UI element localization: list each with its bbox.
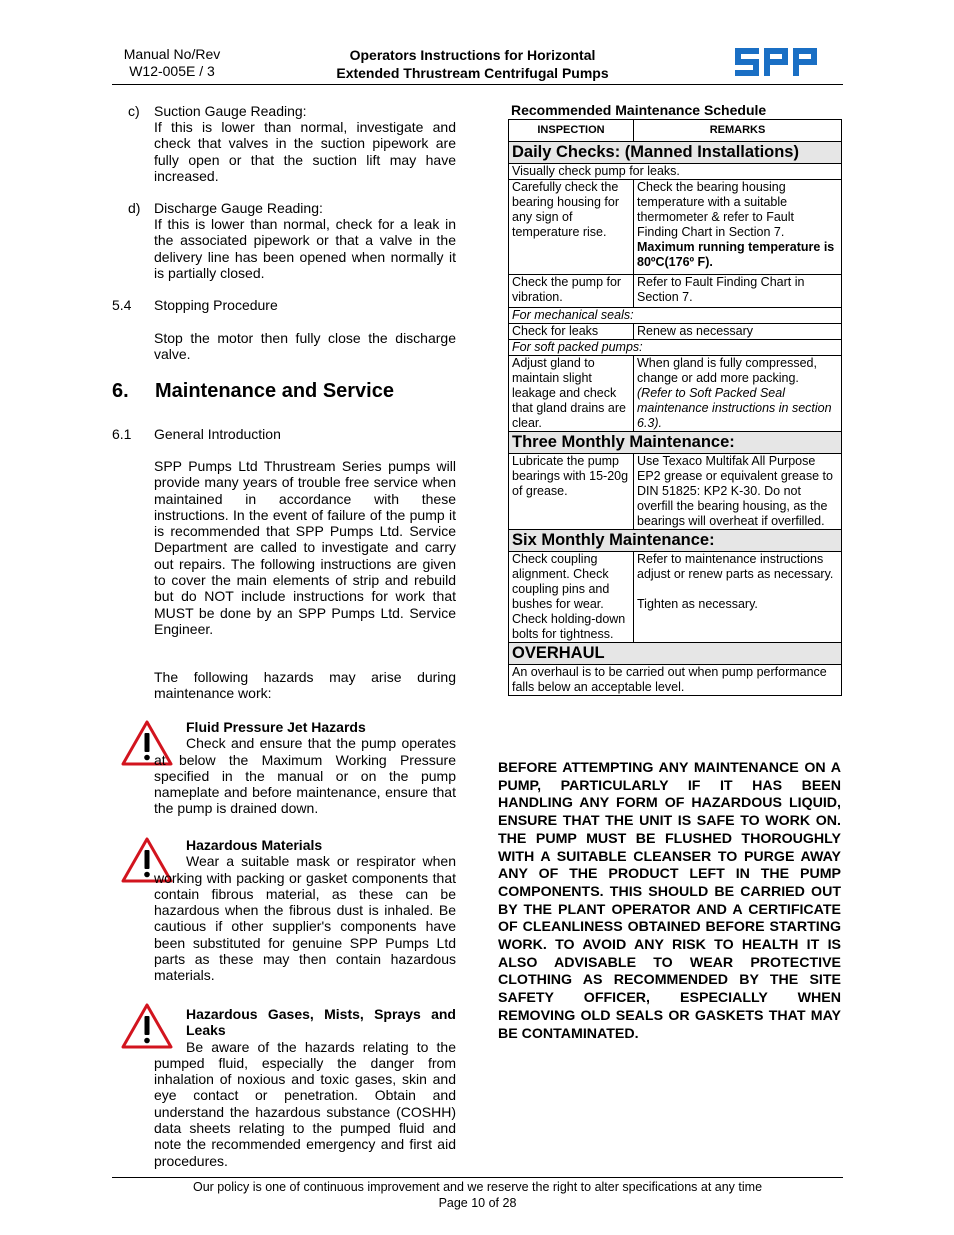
overhaul-heading: OVERHAUL (509, 643, 842, 665)
gland-remarks-text: When gland is fully compressed, change or add more packing. (637, 356, 817, 385)
bearing-inspection: Carefully check the bearing housing for any sign of temperature rise. (509, 180, 634, 275)
table-row (509, 356, 842, 432)
table-row (509, 552, 842, 643)
table-row (509, 324, 842, 340)
footer-policy: Our policy is one of continuous improvement and we reserve the right to alter specifications at any time (192, 1180, 763, 1194)
general-introduction-paragraph: SPP Pumps Ltd Thrustream Series pumps will provide many years of trouble free service when maintained in accordance with these instructions. In the event of failure of the pump it is recommended that SPP Pumps Ltd. Service Department are called to investigate and carry out repairs. The following instructions are given to cover the main elements of strip and rebuild but do NOT include instructions for work that MUST be done by an SPP Pumps Ltd. Service Engineer. (154, 458, 456, 637)
item-d-label: d) (128, 200, 141, 216)
hazard-text: Check and ensure that the pump operates at below the Maximum Working Pressure specified in the manual or on the pump nameplate and before maintenance, ensure that the pump is drained down. (154, 735, 456, 817)
six-monthly-heading: Six Monthly Maintenance: (509, 530, 842, 552)
document-title (300, 46, 645, 82)
table-header-row (509, 120, 842, 142)
footer-rule (112, 1177, 843, 1178)
lubricate-inspection: Lubricate the pump bearings with 15-20g of grease. (509, 454, 634, 530)
max-temperature-note: Maximum running temperature is 80ºC(176º F). (637, 240, 835, 269)
hazard-hazardous-materials (154, 837, 456, 984)
hazard-text: Be aware of the hazards relating to the pumped fluid, especially the danger from inhalation of noxious and toxic gases, skin and eye contact or penetration. Obtain and understand the hazardous substance (COSHH) data sheets relating to the pumped fluid and note the recommended emergency and first aid procedures. (154, 1038, 456, 1169)
spp-logo (735, 46, 817, 78)
hazard-fluid-pressure (154, 719, 456, 817)
soft-packed-subheading: For soft packed pumps: (509, 340, 842, 356)
hazard-title: Hazardous Gases, Mists, Sprays and Leaks (186, 1006, 456, 1039)
table-row (509, 454, 842, 530)
item-d-text: If this is lower than normal, check for a leak in the associated pipework or that a valve in the delivery line has been opened when normally it is partially closed. (154, 216, 456, 281)
section-5-4-text: Stop the motor then fully close the discharge valve. (154, 330, 456, 363)
overhaul-text: An overhaul is to be carried out when pump performance falls below an acceptable level. (509, 665, 842, 696)
section-5-4-title: Stopping Procedure (154, 297, 278, 313)
three-monthly-heading: Three Monthly Maintenance: (509, 432, 842, 454)
table-row (509, 180, 842, 275)
safety-warning-paragraph: BEFORE ATTEMPTING ANY MAINTENANCE ON A PUMP, PARTICULARLY IF IT HAS BEEN HANDLING ANY FORM OF HAZARDOUS LIQUID, ENSURE THAT THE UNIT IS SAFE TO WORK ON. THE PUMP MUST BE FLUSHED THOROUGHLY WITH A SUITABLE CLEANSER TO PURGE AWAY ANY OF THE PRODUCT LEFT IN THE PUMP COMPONENTS. THIS SHOULD BE CARRIED OUT BY THE PLANT OPERATOR AND A CERTIFICATE OF CLEANLINESS OBTAINED BEFORE STARTING WORK. TO AVOID ANY RISK TO HEALTH IT IS ALSO ADVISABLE TO WEAR PROTECTIVE CLOTHING AS RECOMMENDED BY THE SITE SAFETY OFFICER, ESPECIALLY WHEN REMOVING OLD SEALS OR GASKETS THAT MAY BE CONTAMINATED. (498, 760, 841, 1042)
vibration-inspection: Check the pump for vibration. (509, 275, 634, 308)
gland-remarks-reference: (Refer to Soft Packed Seal maintenance instructions in section 6.3). (637, 386, 832, 430)
section-6-heading (112, 380, 394, 403)
section-6-1-number: 6.1 (112, 426, 132, 442)
coupling-remarks-text: Refer to maintenance instructions adjust or renew parts as necessary. (637, 552, 834, 581)
leaks-inspection: Check for leaks (509, 324, 634, 340)
item-c-text: If this is lower than normal, investigate and check that valves in the suction pipework are fully open or that the suction lift may have increased. (154, 119, 456, 184)
title-line-2: Extended Thrustream Centrifugal Pumps (336, 65, 609, 81)
tighten-remarks-text: Tighten as necessary. (637, 597, 758, 611)
coupling-inspection: Check coupling alignment. Check coupling pins and bushes for wear. Check holding-down bolts for tightness. (509, 552, 634, 643)
manual-no-label: Manual No/Rev (123, 46, 221, 62)
hazard-text: Wear a suitable mask or respirator when working with packing or gasket components that contain fibrous material, as these can be hazardous when the fibrous dust is inhaled. Be cautious if other supplier's components have been substituted for genuine SPP Pumps Ltd parts as these may then contain hazardous materials. (154, 853, 456, 984)
section-5-4-number: 5.4 (112, 297, 132, 313)
title-line-1: Operators Instructions for Horizontal (349, 47, 596, 63)
daily-checks-heading: Daily Checks: (Manned Installations) (509, 142, 842, 164)
page-number: Page 10 of 28 (438, 1195, 517, 1210)
coupling-remarks (634, 552, 842, 643)
column-header-inspection: INSPECTION (509, 120, 634, 142)
daily-visual-check: Visually check pump for leaks. (509, 164, 842, 180)
section-6-1-title: General Introduction (154, 426, 281, 442)
lubricate-remarks: Use Texaco Multifak All Purpose EP2 grease or equivalent grease to DIN 51825: KP2 K-30. Do not overfill the bearing housing, as the bearings will overheat if overfilled. (634, 454, 842, 530)
bearing-remarks (634, 180, 842, 275)
header-rule (112, 84, 843, 85)
section-6-title: Maintenance and Service (155, 380, 394, 402)
bearing-remarks-text: Check the bearing housing temperature with a suitable thermometer & refer to Fault Finding Chart in Section 7. (637, 180, 795, 239)
column-header-remarks: REMARKS (634, 120, 842, 142)
vibration-remarks: Refer to Fault Finding Chart in Section 7. (634, 275, 842, 308)
hazard-title: Hazardous Materials (186, 837, 323, 853)
item-c-title: Suction Gauge Reading: (154, 103, 307, 119)
hazards-intro-paragraph: The following hazards may arise during maintenance work: (154, 669, 456, 702)
gland-inspection: Adjust gland to maintain slight leakage and check that gland drains are clear. (509, 356, 634, 432)
gland-remarks (634, 356, 842, 432)
manual-number (112, 46, 232, 80)
hazard-gases-mists (154, 1006, 456, 1169)
item-d-title: Discharge Gauge Reading: (154, 200, 323, 216)
manual-no-value: W12-005E / 3 (129, 63, 215, 79)
table-row (509, 275, 842, 308)
mechanical-seals-subheading: For mechanical seals: (509, 308, 842, 324)
schedule-title: Recommended Maintenance Schedule (511, 102, 767, 118)
section-6-number: 6. (112, 380, 129, 402)
item-c-label: c) (128, 103, 140, 119)
hazard-title: Fluid Pressure Jet Hazards (186, 719, 366, 735)
footer (112, 1180, 843, 1211)
maintenance-schedule-table (508, 119, 842, 696)
leaks-remarks: Renew as necessary (634, 324, 842, 340)
